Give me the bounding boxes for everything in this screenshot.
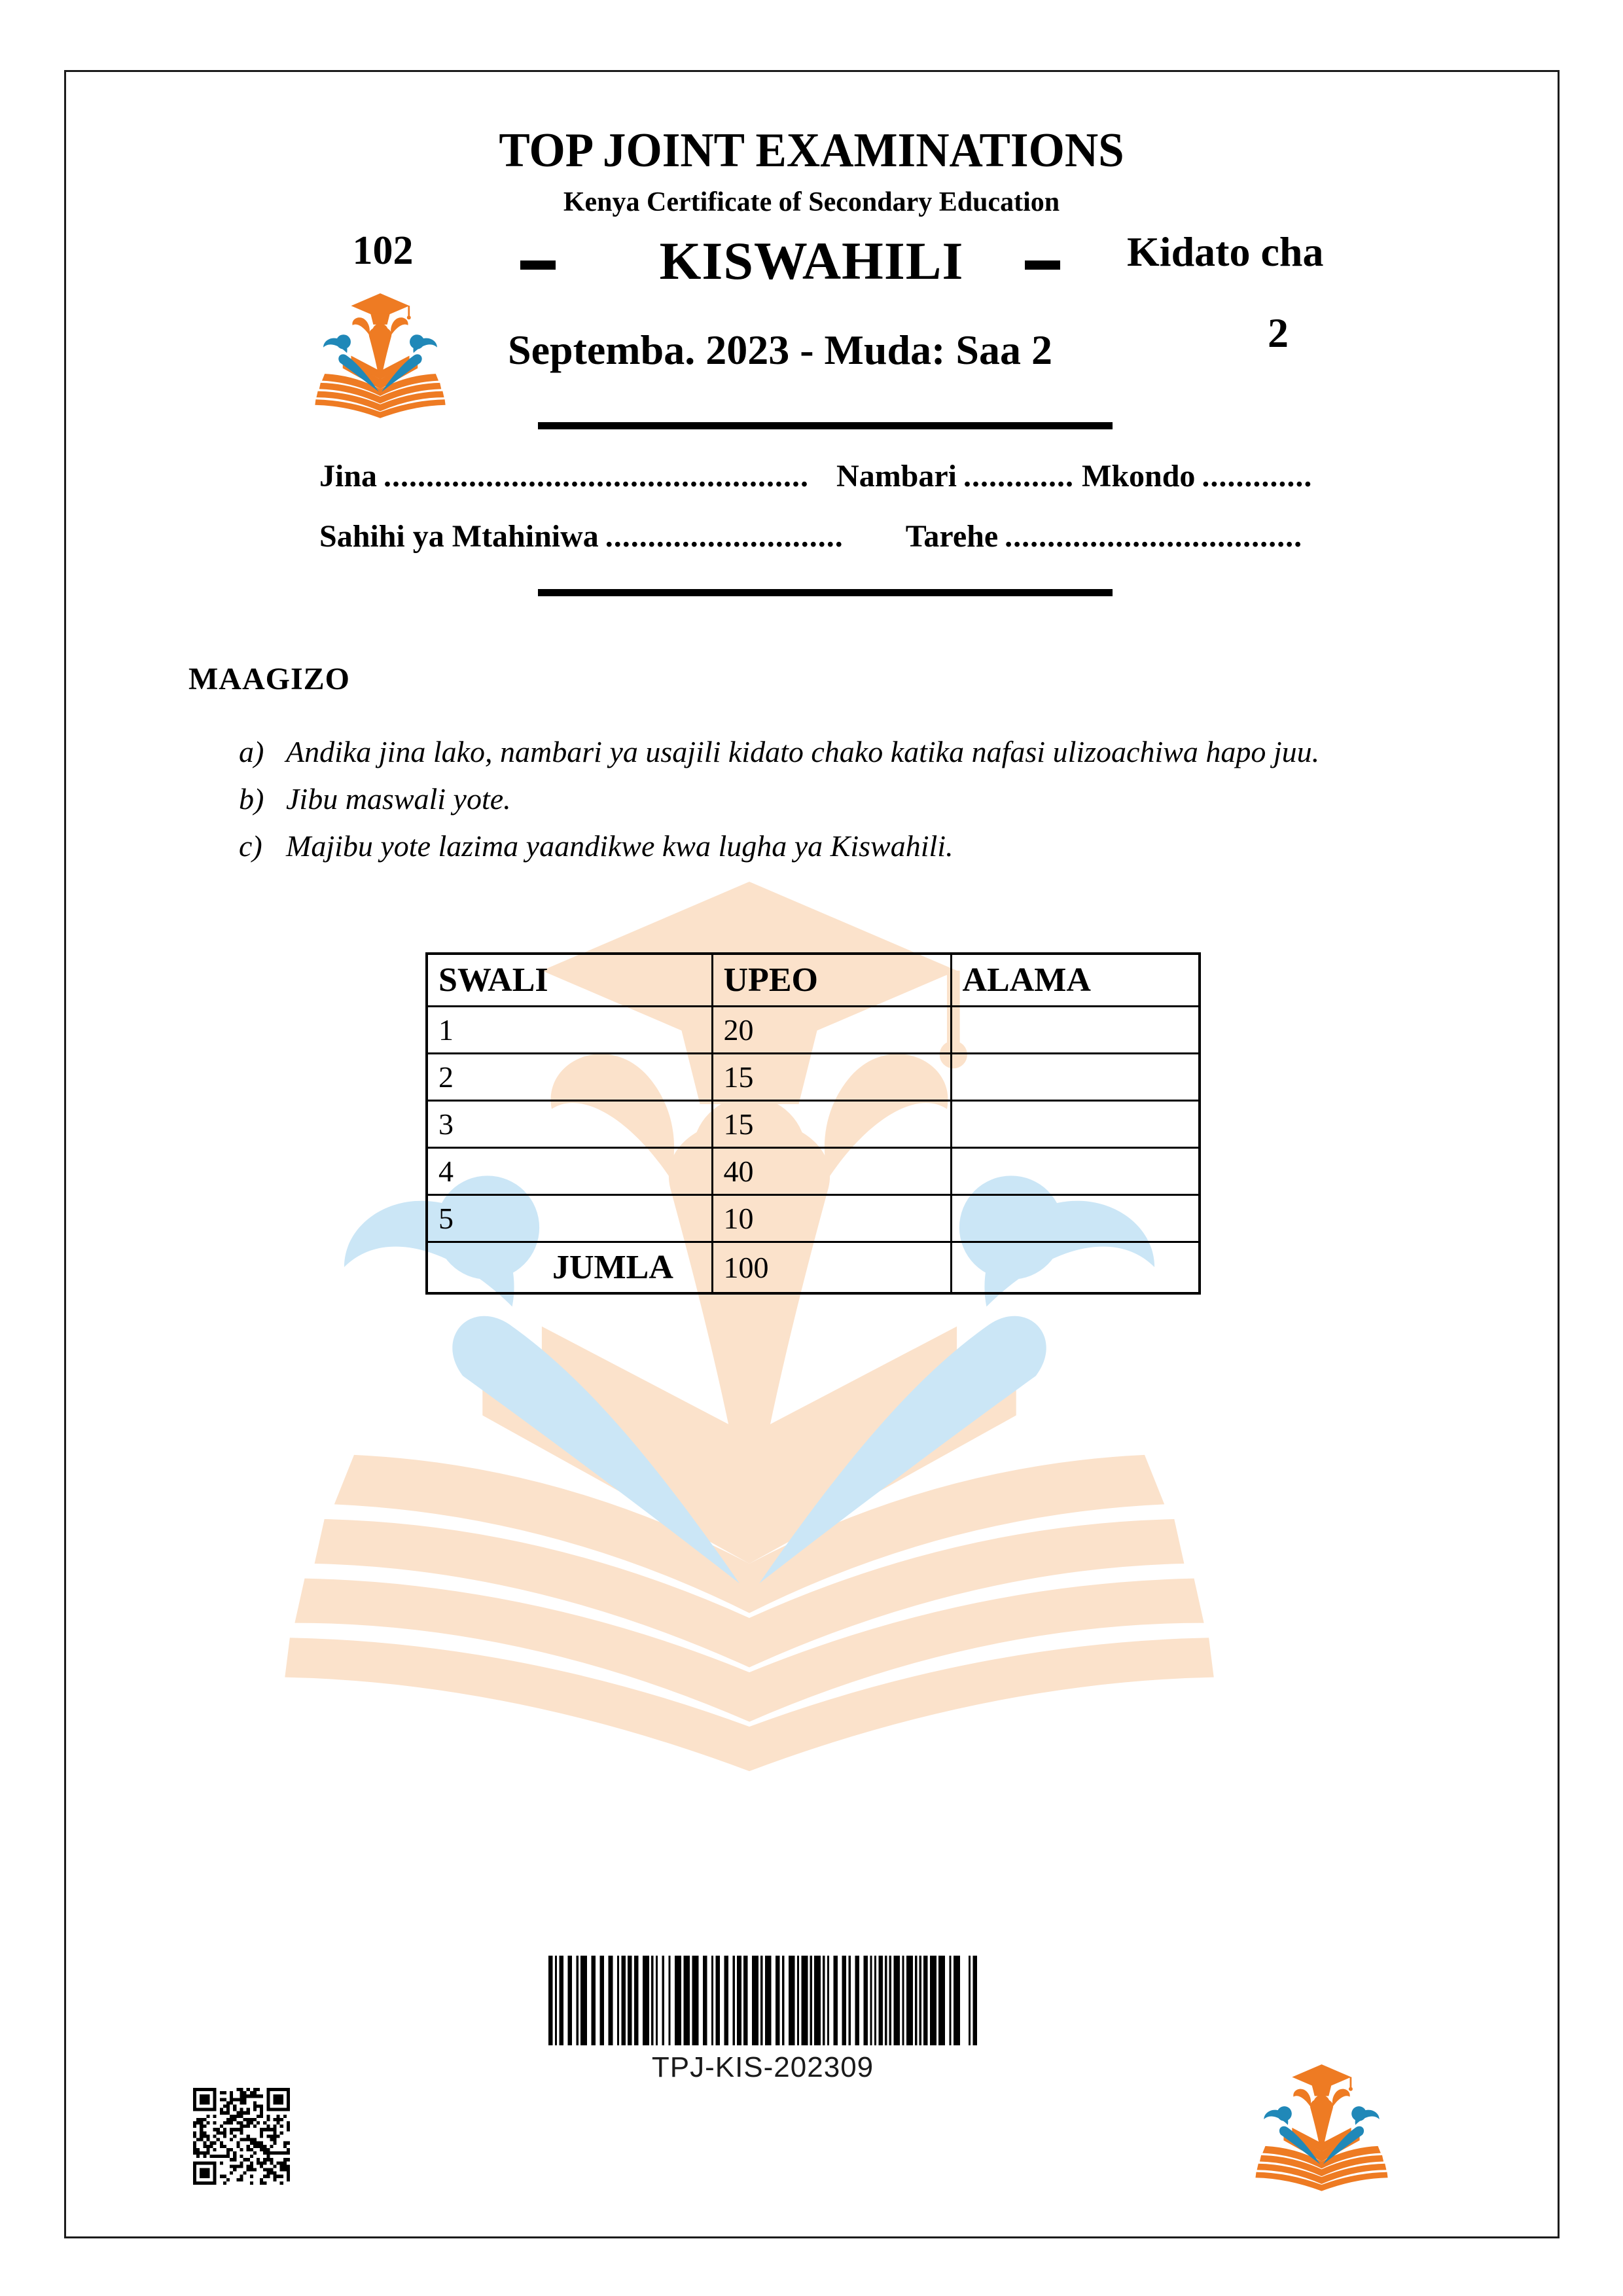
swali-cell: 2 xyxy=(427,1053,712,1100)
qr-code xyxy=(193,2088,290,2185)
alama-cell xyxy=(951,1100,1200,1147)
page-title: TOP JOINT EXAMINATIONS xyxy=(499,124,1124,177)
table-row xyxy=(427,1194,1200,1242)
form-label: Kidato cha xyxy=(1127,228,1324,275)
col-header-upeo: UPEO xyxy=(712,954,951,1006)
subject-title: KISWAHILI xyxy=(659,231,964,291)
upeo-cell: 15 xyxy=(712,1053,951,1100)
footer-logo xyxy=(1251,2063,1392,2193)
instruction-item xyxy=(239,829,1482,863)
upeo-cell: 10 xyxy=(712,1194,951,1242)
mkondo-label: Mkondo xyxy=(1082,459,1196,493)
alama-cell xyxy=(951,1006,1200,1053)
instruction-text: Jibu maswali yote. xyxy=(286,782,511,816)
jina-label: Jina xyxy=(319,459,378,493)
tarehe-fill-line: ................................... xyxy=(1005,519,1303,554)
barcode xyxy=(548,1956,977,2045)
instruction-text: Andika jina lako, nambari ya usajili kidato chako katika nafasi ulizoachiwa hapo juu. xyxy=(286,735,1320,768)
alama-cell xyxy=(951,1194,1200,1242)
alama-cell xyxy=(951,1053,1200,1100)
jumla-alama xyxy=(951,1242,1200,1293)
jumla-label: JUMLA xyxy=(427,1242,712,1293)
table-row xyxy=(427,1147,1200,1194)
instruction-letter: a) xyxy=(239,735,264,768)
upeo-cell: 15 xyxy=(712,1100,951,1147)
marks-table-header-row xyxy=(427,954,1200,1006)
instruction-letter: b) xyxy=(239,782,264,816)
instruction-text: Majibu yote lazima yaandikwe kwa lugha ya Kiswahili. xyxy=(286,829,954,863)
swali-cell: 5 xyxy=(427,1194,712,1242)
table-row xyxy=(427,1006,1200,1053)
swali-cell: 3 xyxy=(427,1100,712,1147)
divider-line-top xyxy=(538,422,1113,429)
col-header-swali: SWALI xyxy=(427,954,712,1006)
paper-code: 102 xyxy=(352,228,414,273)
instruction-letter: c) xyxy=(239,829,262,863)
dash-separator-right xyxy=(1025,260,1060,270)
jumla-total: 100 xyxy=(712,1242,951,1293)
candidate-signature-row xyxy=(319,518,1314,554)
instruction-item xyxy=(239,734,1482,769)
upeo-cell: 20 xyxy=(712,1006,951,1053)
candidate-name-row xyxy=(319,458,1314,494)
alama-cell xyxy=(951,1147,1200,1194)
table-row xyxy=(427,1053,1200,1100)
form-number: 2 xyxy=(1268,310,1289,356)
page-subtitle: Kenya Certificate of Secondary Education xyxy=(563,187,1060,217)
nambari-label: Nambari xyxy=(836,459,957,493)
swali-cell: 1 xyxy=(427,1006,712,1053)
swali-cell: 4 xyxy=(427,1147,712,1194)
divider-line-bottom xyxy=(538,589,1113,596)
upeo-cell: 40 xyxy=(712,1147,951,1194)
sahihi-label: Sahihi ya Mtahiniwa xyxy=(319,519,599,554)
sahihi-fill-line: ............................ xyxy=(605,519,844,554)
table-row xyxy=(427,1100,1200,1147)
mkondo-fill-line: ............. xyxy=(1202,459,1313,493)
table-footer-row xyxy=(427,1242,1200,1293)
marks-table xyxy=(425,952,1201,1295)
jina-fill-line: .................................................. xyxy=(383,459,810,493)
school-logo xyxy=(311,292,450,420)
instruction-item xyxy=(239,781,1482,816)
barcode-label: TPJ-KIS-202309 xyxy=(651,2051,874,2083)
session-line: Septemba. 2023 - Muda: Saa 2 xyxy=(507,327,1053,373)
nambari-fill-line: ............. xyxy=(963,459,1075,493)
tarehe-label: Tarehe xyxy=(905,519,999,554)
instructions-heading: MAAGIZO xyxy=(188,662,350,696)
col-header-alama: ALAMA xyxy=(951,954,1200,1006)
